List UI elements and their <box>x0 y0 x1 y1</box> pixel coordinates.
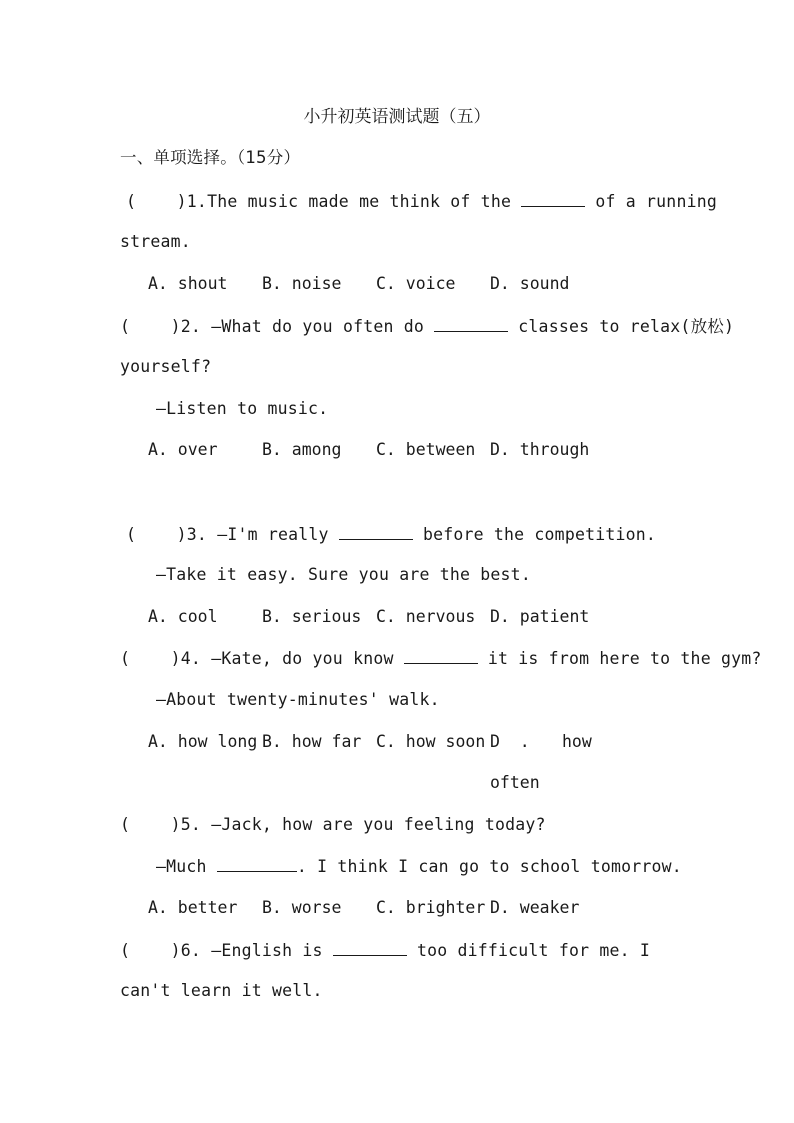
section-heading: 一、单项选择。（15分） <box>120 148 301 167</box>
option-c: C. brighter <box>376 898 486 917</box>
option-a: A. cool <box>148 607 218 626</box>
option-a: A. over <box>148 440 218 459</box>
question-5-reply <box>156 856 682 877</box>
option-d-text: how <box>562 732 592 751</box>
question-6-continuation: can't learn it well. <box>120 981 323 1000</box>
answer-blank <box>521 191 585 207</box>
option-d: D. weaker <box>490 898 580 917</box>
question-6-suffix: too difficult for me. I <box>406 941 651 960</box>
answer-blank <box>339 524 413 540</box>
answer-blank <box>404 648 478 664</box>
page-title: 小升初英语测试题（五） <box>303 107 491 127</box>
option-c: C. voice <box>376 274 456 293</box>
question-3-suffix: before the competition. <box>412 525 657 544</box>
question-5-reply-suffix: . I think I can go to school tomorrow. <box>296 857 682 876</box>
question-3-prefix: ( )3. —I'm really <box>126 525 339 544</box>
option-b: B. how far <box>262 732 362 751</box>
option-a: A. better <box>148 898 238 917</box>
option-d: D. through <box>490 440 590 459</box>
answer-blank <box>434 316 508 332</box>
question-2-prefix: ( )2. —What do you often do <box>120 317 435 336</box>
question-5: ( )5. —Jack, how are you feeling today? <box>120 815 546 834</box>
option-a: A. how long <box>148 732 258 751</box>
option-d: D. patient <box>490 607 590 626</box>
question-5-reply-prefix: —Much <box>156 857 217 876</box>
question-4-prefix: ( )4. —Kate, do you know <box>120 649 404 668</box>
question-6 <box>120 940 650 961</box>
option-c: C. nervous <box>376 607 476 626</box>
question-1-suffix: of a running <box>585 192 717 211</box>
answer-blank <box>333 940 407 956</box>
option-b: B. noise <box>262 274 342 293</box>
option-b: B. worse <box>262 898 342 917</box>
question-2 <box>120 316 734 337</box>
question-4 <box>120 648 762 669</box>
question-3 <box>126 524 656 545</box>
question-6-prefix: ( )6. —English is <box>120 941 333 960</box>
question-2-suffix: classes to relax(放松) <box>508 317 735 336</box>
question-4-suffix: it is from here to the gym? <box>477 649 762 668</box>
question-3-reply: —Take it easy. Sure you are the best. <box>156 565 531 584</box>
question-1-prefix: ( )1.The music made me think of the <box>126 192 522 211</box>
option-b: B. among <box>262 440 342 459</box>
question-4-reply: —About twenty-minutes' walk. <box>156 690 440 709</box>
option-d: D . <box>490 732 530 751</box>
question-2-continuation: yourself? <box>120 357 212 376</box>
question-2-reply: —Listen to music. <box>156 399 329 418</box>
option-d-text-cont: often <box>490 773 540 792</box>
answer-blank <box>217 856 297 872</box>
question-1-continuation: stream. <box>120 232 191 251</box>
question-1 <box>126 191 717 212</box>
option-c: C. how soon <box>376 732 486 751</box>
option-d: D. sound <box>490 274 570 293</box>
option-a: A. shout <box>148 274 228 293</box>
option-c: C. between <box>376 440 476 459</box>
option-b: B. serious <box>262 607 362 626</box>
